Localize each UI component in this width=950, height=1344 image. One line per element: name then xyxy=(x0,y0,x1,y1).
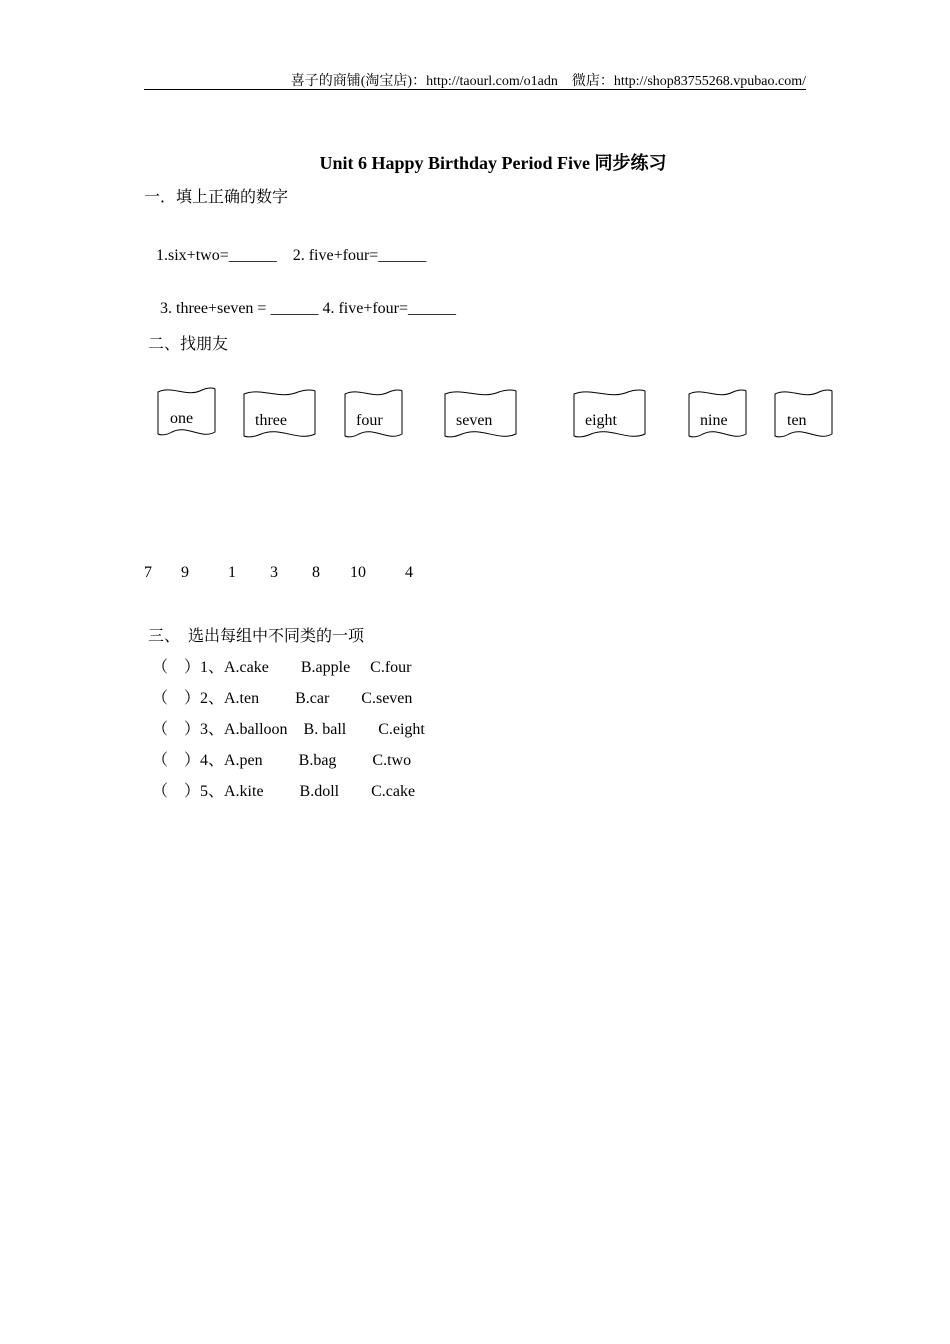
section1-heading: 一．填上正确的数字 xyxy=(144,189,289,206)
word-card-one xyxy=(157,386,217,438)
question-5: （ ）5、A.kite B.doll C.cake xyxy=(152,783,416,800)
section1-row1: 1.six+two=______ 2. five+four=______ xyxy=(156,247,427,264)
word-card-seven xyxy=(444,388,518,440)
word-label: three xyxy=(255,412,287,429)
word-card-eight xyxy=(573,388,647,440)
page-header: 喜子的商铺(淘宝店)：http://taourl.com/o1adn 微店：http://shop83755268.vpubao.com/ xyxy=(290,74,806,89)
question-2: （ ）2、A.ten B.car C.seven xyxy=(152,690,413,707)
match-number: 4 xyxy=(405,564,413,581)
word-card-nine xyxy=(688,388,748,440)
page-title: Unit 6 Happy Birthday Period Five 同步练习 xyxy=(319,153,667,173)
match-number: 8 xyxy=(312,564,320,581)
word-label: seven xyxy=(456,412,493,429)
question-4: （ ）4、A.pen B.bag C.two xyxy=(152,752,412,769)
section3-heading: 三、 选出每组中不同类的一项 xyxy=(148,628,365,645)
word-label: eight xyxy=(585,412,617,429)
word-label: four xyxy=(356,412,383,429)
word-card-ten xyxy=(774,388,834,440)
match-number: 10 xyxy=(350,564,366,581)
question-3: （ ）3、A.balloon B. ball C.eight xyxy=(152,721,425,738)
match-number: 7 xyxy=(144,564,152,581)
match-number: 3 xyxy=(270,564,278,581)
match-number: 9 xyxy=(181,564,189,581)
header-rule xyxy=(144,89,806,90)
word-label: nine xyxy=(700,412,728,429)
match-number: 1 xyxy=(228,564,236,581)
word-card-three xyxy=(243,388,317,440)
section1-row2: 3. three+seven = ______ 4. five+four=______ xyxy=(160,300,457,317)
question-1: （ ）1、A.cake B.apple C.four xyxy=(152,659,412,676)
word-card-four xyxy=(344,388,404,440)
section2-heading: 二、找朋友 xyxy=(148,336,229,353)
word-label: ten xyxy=(787,412,807,429)
word-label: one xyxy=(170,410,194,427)
